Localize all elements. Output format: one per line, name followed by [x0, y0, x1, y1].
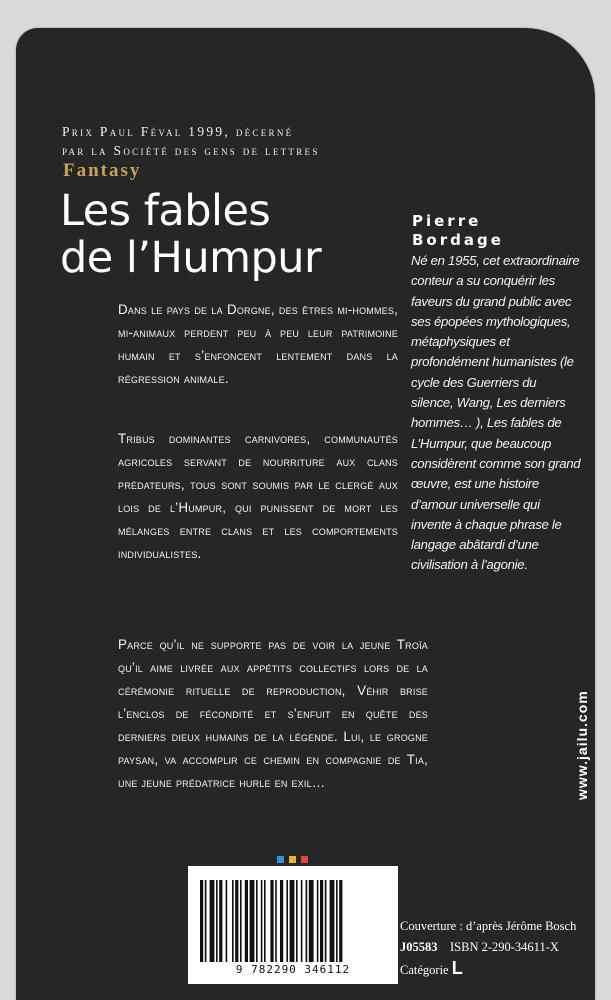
barcode-bar	[219, 880, 222, 962]
barcode-bar	[286, 880, 288, 962]
barcode-bar	[296, 880, 298, 962]
category-line	[400, 958, 595, 981]
blue-dot	[277, 856, 284, 863]
category-letter: L	[451, 958, 463, 978]
prize-line-2: par la Société des gens de lettres	[62, 143, 320, 158]
barcode-bar	[317, 880, 319, 962]
barcode-bar	[216, 880, 218, 962]
code-isbn-line	[400, 937, 595, 958]
barcode-bar	[301, 880, 303, 962]
barcode-bar	[280, 880, 283, 962]
synopsis-paragraph-1: Dans le pays de la Dorgne, des êtres mi-hommes, mi-animaux perdent peu à peu leur patrimoine humain et s’enfoncent lentement dans la régression animale.	[118, 302, 398, 386]
barcode-bar	[240, 880, 242, 962]
title-line-2: de l’Humpur	[60, 233, 322, 283]
barcode-bar	[226, 880, 228, 962]
author-first-name: Pierre	[412, 212, 482, 230]
barcode-bar	[330, 880, 335, 962]
yellow-dot	[289, 856, 296, 863]
genre-label: Fantasy	[63, 160, 142, 181]
title-line-1: Les fables	[60, 186, 271, 236]
barcode-bar	[205, 880, 207, 962]
book-info	[400, 916, 595, 981]
barcode-bar	[232, 880, 234, 962]
red-dot	[301, 856, 308, 863]
synopsis-paragraph-3: Parce qu’il ne supporte pas de voir la jeune Troïa qu’il aime livrée aux appétits collectifs lors de la cérémonie rituelle de reproduction, Véhir brise l’enclos de fécondité et s’enfuit en quête des derniers dieux humains de la légende. Lui, le grogne paysan, va accomplir ce chemin en compagnie de Tia, une jeune prédatrice hurle en exil…	[118, 637, 428, 790]
prize-text	[62, 122, 402, 160]
synopsis-paragraph-2: Tribus dominantes carnivores, communautés agricoles servant de nourriture aux clans prédateurs, tous sont soumis par le clergé aux lois de l’Humpur, qui punissent de mort les mélanges entre clans et les comportements individualistes.	[118, 431, 398, 561]
barcode-bar	[309, 880, 314, 962]
category-label: Catégorie	[400, 963, 449, 977]
barcode-bar	[250, 880, 255, 962]
barcode-bar	[261, 880, 263, 962]
publisher-website: www.jailu.com	[574, 690, 590, 800]
barcode-bar	[306, 880, 308, 962]
cover-credit: Couverture : d’après Jérôme Bosch	[400, 919, 577, 933]
barcode-bar	[264, 880, 266, 962]
barcode-bar	[336, 880, 338, 962]
barcode-bar	[325, 880, 327, 962]
barcode	[188, 866, 398, 984]
author-last-name: Bordage	[412, 231, 504, 249]
barcode-bars	[200, 880, 386, 962]
barcode-digits: 9 782290 346112	[235, 963, 351, 976]
prize-line-1: Prix Paul Féval 1999, décerné	[62, 124, 294, 139]
barcode-bar	[275, 880, 277, 962]
author-bio: Né en 1955, cet extraordinaire conteur a su conquérir les faveurs du grand public avec ses épopées mythologiques, métaphysiques et profondément humanistes (le cycle des Guerriers du silence, Wang, Les derniers hommes… ), Les fables de L’Humpur, que beaucoup considèrent comme son grand œuvre, est une histoire d’amour universelle qui invente à chaque phrase le langage abâtardi d’une civilisation à l’agonie.	[411, 253, 581, 573]
barcode-bar	[245, 880, 248, 962]
book-title	[60, 188, 400, 282]
barcode-bar	[235, 880, 238, 962]
barcode-bar	[270, 880, 273, 962]
isbn: ISBN 2-290-34611-X	[450, 940, 559, 954]
book-code: J05583	[400, 940, 438, 954]
barcode-bar	[339, 880, 342, 962]
barcode-bar	[290, 880, 295, 962]
barcode-bar	[210, 880, 215, 962]
barcode-bar	[256, 880, 258, 962]
author-name	[412, 212, 504, 250]
barcode-bar	[320, 880, 323, 962]
barcode-bar	[200, 880, 203, 962]
